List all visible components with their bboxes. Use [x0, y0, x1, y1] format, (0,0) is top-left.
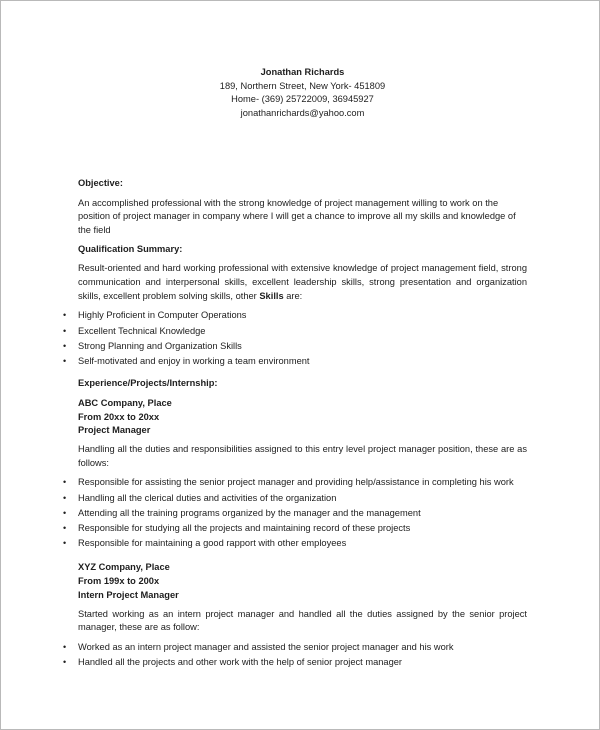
job-title: Intern Project Manager — [78, 589, 179, 600]
duty-text: Worked as an intern project manager and assisted the senior project manager and his work — [78, 642, 454, 652]
job-header-xyz — [78, 561, 527, 602]
list-item — [63, 475, 527, 490]
duty-text: Handling all the clerical duties and activities of the organization — [78, 492, 337, 503]
skill-text: Strong Planning and Organization Skills — [78, 340, 242, 351]
job-description: Handling all the duties and responsibilities assigned to this entry level project manager position, these are as follows: — [78, 444, 527, 468]
duty-text: Responsible for assisting the senior project manager and providing help/assistance in completing his work — [78, 477, 514, 488]
skill-text: Highly Proficient in Computer Operations — [78, 310, 247, 321]
candidate-name: Jonathan Richards — [260, 67, 345, 77]
qualification-paragraph — [78, 262, 527, 303]
list-item — [63, 640, 527, 655]
bullet-icon: • — [63, 492, 67, 503]
experience-heading: Experience/Projects/Internship: — [78, 378, 218, 389]
bullet-icon: • — [63, 642, 67, 652]
objective-paragraph: An accomplished professional with the strong knowledge of project management willing to work on the position of project manager in company where I will get a chance to improve all my skills and knowledge of the field — [78, 197, 516, 235]
list-item — [63, 339, 527, 354]
list-item — [63, 324, 527, 339]
list-item — [63, 491, 527, 506]
job-header-abc — [78, 397, 527, 438]
list-item — [63, 655, 527, 670]
qualification-heading: Qualification Summary: — [78, 243, 183, 254]
bullet-icon: • — [63, 538, 67, 549]
list-item — [63, 308, 527, 323]
email-line: jonathanrichards@yahoo.com — [240, 108, 365, 119]
address-line: 189, Northern Street, New York- 451809 — [219, 80, 386, 91]
qualification-text-pre: Result-oriented and hard working professional with extensive knowledge of project management field, strong communication and interpersonal skills, excellent leadership skills, strong presentation and organization skills, excellent problem solving skills, other — [78, 263, 527, 301]
bullet-icon: • — [63, 477, 67, 488]
bullet-icon: • — [63, 657, 67, 668]
skills-bold-word: Skills — [259, 290, 284, 301]
duty-text: Attending all the training programs organized by the manager and the management — [78, 507, 421, 518]
job-period: From 20xx to 20xx — [78, 411, 160, 422]
duty-text: Handled all the projects and other work with the help of senior project manager — [78, 657, 403, 668]
bullet-icon: • — [63, 325, 67, 336]
duties-list-xyz — [63, 640, 527, 670]
job-period: From 199x to 200x — [78, 576, 160, 587]
qualification-text-post: are: — [283, 290, 303, 301]
company-name: XYZ Company, Place — [78, 562, 170, 573]
duties-list-abc — [63, 475, 527, 551]
list-item — [63, 521, 527, 536]
bullet-icon: • — [63, 356, 67, 367]
bullet-icon: • — [63, 507, 67, 518]
skills-list — [63, 308, 527, 369]
bullet-icon: • — [63, 340, 67, 351]
job-title: Project Manager — [78, 425, 151, 436]
list-item — [63, 506, 527, 521]
contact-header — [78, 66, 527, 121]
duty-text: Responsible for studying all the projects and maintaining record of these projects — [78, 523, 411, 534]
phone-line: Home- (369) 25722009, 36945927 — [231, 94, 374, 105]
company-name: ABC Company, Place — [78, 397, 172, 408]
objective-heading: Objective: — [78, 177, 123, 188]
skill-text: Excellent Technical Knowledge — [78, 325, 206, 336]
bullet-icon: • — [63, 523, 67, 534]
list-item — [63, 354, 527, 369]
bullet-icon: • — [63, 310, 67, 321]
list-item — [63, 536, 527, 551]
job-description: Started working as an intern project manager and handled all the duties assigned by the senior project manager, these are as follow: — [78, 608, 527, 633]
duty-text: Responsible for maintaining a good rapport with other employees — [78, 538, 347, 549]
skill-text: Self-motivated and enjoy in working a team environment — [78, 356, 310, 367]
